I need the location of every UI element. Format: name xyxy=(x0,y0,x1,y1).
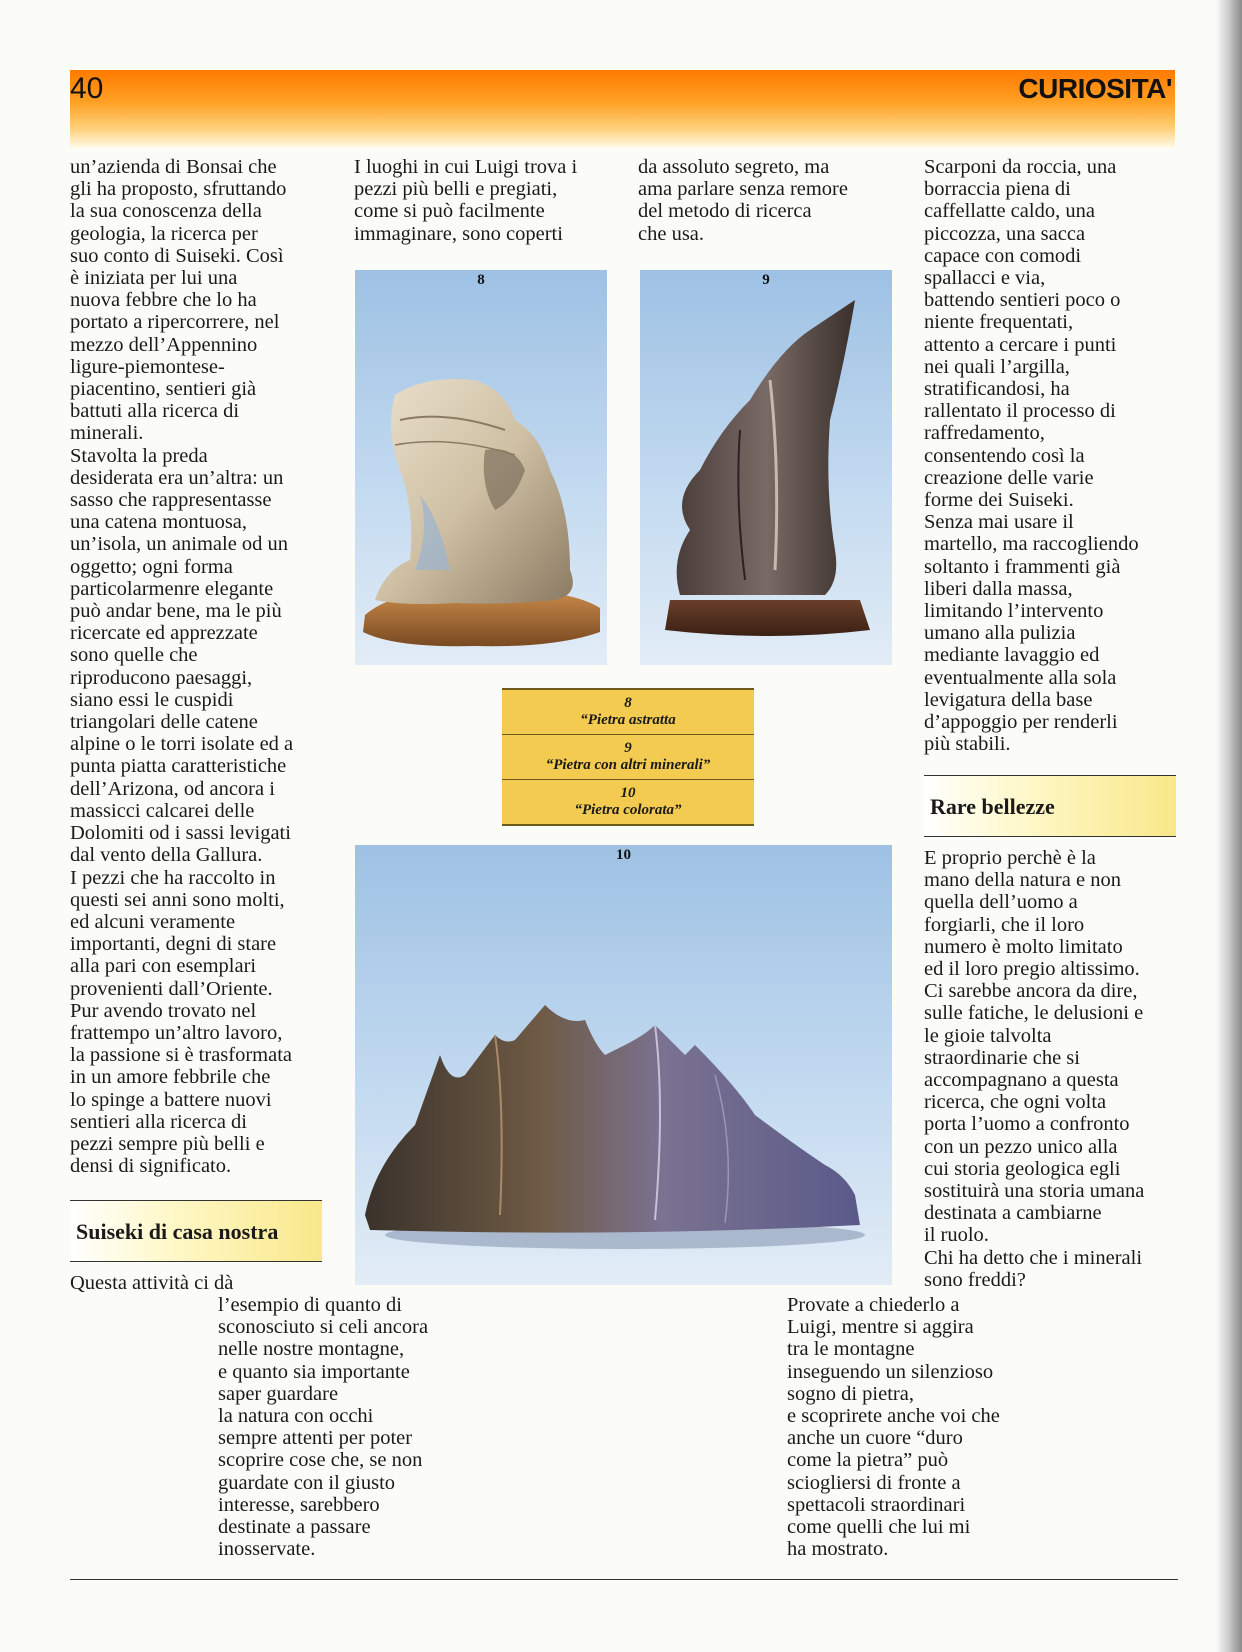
caption-row xyxy=(502,780,754,824)
section-label: CURIOSITA' xyxy=(1018,73,1172,104)
stone-9-illustration xyxy=(640,270,892,665)
footer-rule xyxy=(70,1579,1178,1580)
caption-text: “Pietra colorata” xyxy=(574,802,682,818)
column-1-text: un’azienda di Bonsai che gli ha proposto, sfruttando la sua conoscenza della geologia, la ricerca per suo conto di Suiseki. Così è iniziata per lui una nuova febbre che lo ha portato a ripercorrere, nel mezzo dell’Appennino ligure-piemontese- piacentino, sentieri già battuti alla ricerca di minerali. Stavolta la preda desiderata era un’altra: un sasso che rappresentasse una catena montuosa, un’isola, un animale od un oggetto; ogni forma particolarmenre elegante può andar bene, ma le più ricercate ed apprezzate sono quelle che riproducono paesaggi, siano essi le cuspidi triangolari delle catene alpine o le torri isolate ed a punta piatta caratteristiche dell’Arizona, od ancora i massicci calcarei delle Dolomiti od i sassi levigati dal vento della Gallura. I pezzi che ha raccolto in questi sei anni sono molti, ed alcuni veramente importanti, degni di stare alla pari con esemplari provenienti dall’Oriente. Pur avendo trovato nel frattempo un’altro lavoro, la passione si è trasformata in un amore febbrile che lo spinge a battere nuovi sentieri alla ricerca di pezzi sempre più belli e densi di significato. xyxy=(70,156,294,1178)
column-3-text: da assoluto segreto, ma ama parlare senza remore del metodo di ricerca che usa. xyxy=(638,156,848,245)
photo-captions-box xyxy=(502,688,754,826)
bottom-left-lead-text: Questa attività ci dà xyxy=(70,1272,234,1294)
column-4b-text: E proprio perchè è la mano della natura e non quella dell’uomo a forgiarli, che il loro numero è molto limitato ed il loro pregio altissimo. Ci sarebbe ancora da dire, sulle fatiche, le delusioni e le gioie talvolta straordinarie che si accompagnano a questa ricerca, che ogni volta porta l’uomo a confronto con un pezzo unico alla cui storia geologica egli sostituirà una storia umana destinata a cambiarne il ruolo. Chi ha detto che i minerali sono freddi? xyxy=(924,847,1145,1291)
header-band xyxy=(70,70,1175,148)
subhead-suiseki-di-casa-nostra: Suiseki di casa nostra xyxy=(70,1200,322,1262)
caption-row xyxy=(502,690,754,735)
photo-number: 10 xyxy=(616,847,631,863)
stone-10-illustration xyxy=(355,845,892,1285)
photo-9-stone-with-minerals xyxy=(640,270,892,665)
caption-text: “Pietra astratta xyxy=(580,712,676,728)
stone-8-illustration xyxy=(355,270,607,665)
photo-8-abstract-stone xyxy=(355,270,607,665)
photo-number: 9 xyxy=(762,272,770,288)
caption-row xyxy=(502,735,754,780)
photo-number: 8 xyxy=(477,272,485,288)
caption-number: 8 xyxy=(624,695,632,711)
bottom-right-text: Provate a chiederlo a Luigi, mentre si aggira tra le montagne inseguendo un silenzioso sogno di pietra, e scoprirete anche voi che anche un cuore “duro come la pietra” può sciogliersi di fronte a spettacoli straordinari come quelli che lui mi ha mostrato. xyxy=(787,1294,1000,1561)
caption-text: “Pietra con altri minerali” xyxy=(545,757,711,773)
page-number: 40 xyxy=(70,72,104,105)
column-4-text: Scarponi da roccia, una borraccia piena di caffellatte caldo, una piccozza, una sacca capace con comodi spallacci e via, battendo sentieri poco o niente frequentati, attento a cercare i punti nei quali l’argilla, stratificandosi, ha rallentato il processo di raffredamento, consentendo così la creazione delle varie forme dei Suiseki. Senza mai usare il martello, ma raccogliendo soltanto i frammenti già liberi dalla massa, limitando l’intervento umano alla pulizia mediante lavaggio ed eventualmente alla sola levigatura della base d’appoggio per renderli più stabili. xyxy=(924,156,1139,756)
subhead-rare-bellezze: Rare bellezze xyxy=(924,775,1176,837)
column-2-text: I luoghi in cui Luigi trova i pezzi più belli e pregiati, come si può facilmente immaginare, sono coperti xyxy=(354,156,578,245)
caption-number: 9 xyxy=(624,740,632,756)
caption-number: 10 xyxy=(620,785,636,801)
photo-10-colored-stone xyxy=(355,845,892,1285)
page-edge-shadow xyxy=(1216,0,1242,1652)
bottom-left-text: l’esempio di quanto di sconosciuto si celi ancora nelle nostre montagne, e quanto sia importante saper guardare la natura con occhi sempre attenti per poter scoprire cose che, se non guardate con il giusto interesse, sarebbero destinate a passare inosservate. xyxy=(218,1294,429,1561)
